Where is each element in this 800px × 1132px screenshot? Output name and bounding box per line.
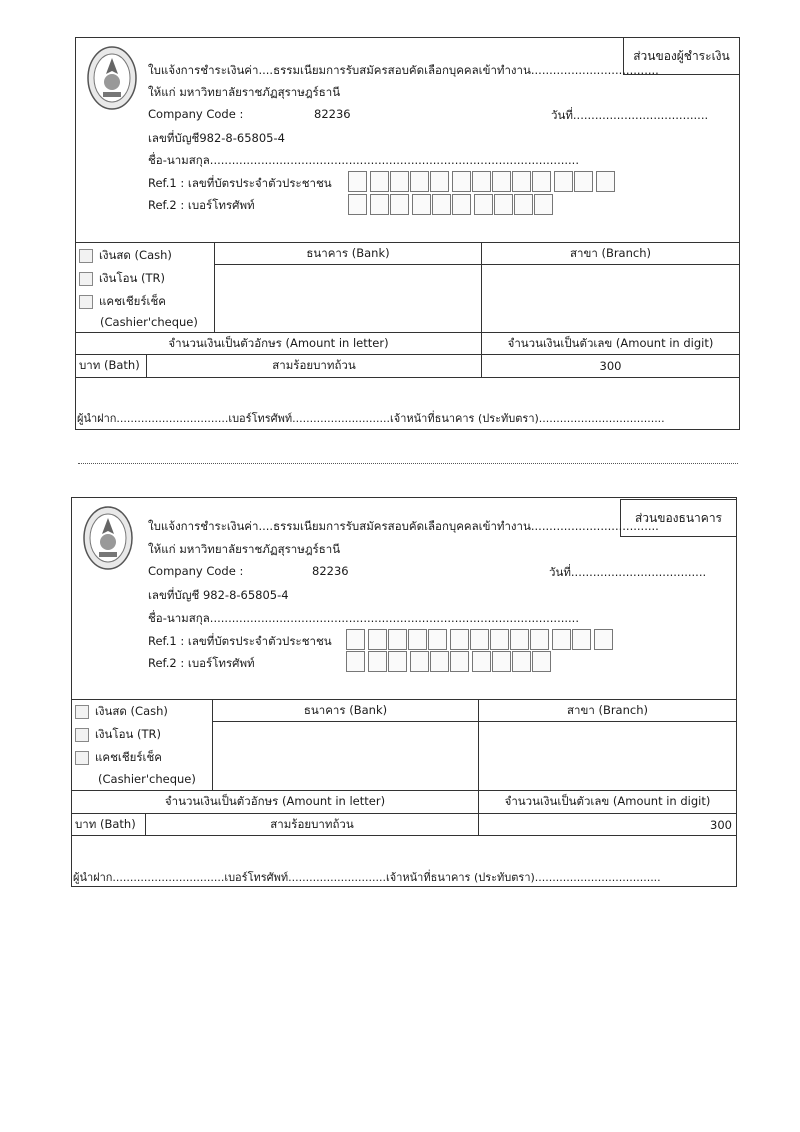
- phone-digit-box[interactable]: [534, 194, 553, 215]
- pay-option-transfer[interactable]: เงินโอน (TR): [79, 270, 165, 288]
- id-card-boxes[interactable]: [346, 629, 614, 650]
- depositor-footer: ผู้นำฝาก................................เบอร์โทรศัพท์............................เจ้าหน้าที่ธนาคาร (ประทับตรา)....................................: [73, 871, 661, 884]
- checkbox-icon[interactable]: [75, 728, 89, 742]
- pay-option-cashier-cheque[interactable]: แคชเชียร์เช็ค: [79, 293, 166, 311]
- checkbox-icon[interactable]: [79, 249, 93, 263]
- phone-boxes[interactable]: [348, 194, 554, 215]
- id-digit-box[interactable]: [490, 629, 509, 650]
- id-digit-box[interactable]: [452, 171, 471, 192]
- phone-digit-box[interactable]: [370, 194, 389, 215]
- payee-name: ให้แก่ มหาวิทยาลัยราชภัฏสุราษฎร์ธานี: [148, 542, 341, 556]
- branch-header: สาขา (Branch): [481, 242, 740, 265]
- ref1-label: Ref.1 : เลขที่บัตรประจำตัวประชาชน: [148, 176, 332, 190]
- pay-option-cash[interactable]: เงินสด (Cash): [75, 703, 168, 721]
- id-digit-box[interactable]: [472, 171, 491, 192]
- amount-digit-header: จำนวนเงินเป็นตัวเลข (Amount in digit): [481, 332, 740, 355]
- amount-letter-value: สามร้อยบาทถ้วน: [145, 813, 479, 836]
- bank-slip: [71, 497, 737, 887]
- depositor-footer: ผู้นำฝาก................................เบอร์โทรศัพท์............................เจ้าหน้าที่ธนาคาร (ประทับตรา)....................................: [77, 412, 665, 425]
- pay-option-transfer[interactable]: เงินโอน (TR): [75, 726, 161, 744]
- bank-header: ธนาคาร (Bank): [212, 699, 479, 722]
- id-digit-box[interactable]: [408, 629, 427, 650]
- id-digit-box[interactable]: [512, 171, 531, 192]
- university-seal-logo: [86, 44, 138, 112]
- phone-digit-box[interactable]: [474, 194, 493, 215]
- payer-slip: [75, 37, 740, 430]
- id-digit-box[interactable]: [530, 629, 549, 650]
- id-digit-box[interactable]: [532, 171, 551, 192]
- id-digit-box[interactable]: [410, 171, 429, 192]
- currency-label: บาท (Bath): [75, 354, 147, 378]
- branch-input[interactable]: [478, 721, 737, 791]
- checkbox-icon[interactable]: [79, 272, 93, 286]
- phone-digit-box[interactable]: [492, 651, 511, 672]
- id-digit-box[interactable]: [552, 629, 571, 650]
- bank-input[interactable]: [212, 721, 479, 791]
- id-digit-box[interactable]: [390, 171, 409, 192]
- phone-digit-box[interactable]: [412, 194, 431, 215]
- amount-letter-header: จำนวนเงินเป็นตัวอักษร (Amount in letter): [75, 332, 482, 355]
- form-title: ใบแจ้งการชำระเงินค่า....ธรรมเนียมการรับสมัครสอบคัดเลือกบุคคลเข้าทำงาน...................................: [148, 63, 659, 77]
- phone-digit-box[interactable]: [432, 194, 451, 215]
- ref2-label: Ref.2 : เบอร์โทรศัพท์: [148, 198, 255, 212]
- id-digit-box[interactable]: [596, 171, 615, 192]
- name-field[interactable]: ชื่อ-นามสกุล.....................................................................................................: [148, 611, 579, 625]
- id-digit-box[interactable]: [510, 629, 529, 650]
- part-label: ส่วนของธนาคาร: [620, 499, 737, 537]
- amount-digit-value: 300: [478, 813, 737, 836]
- phone-digit-box[interactable]: [388, 651, 407, 672]
- id-digit-box[interactable]: [574, 171, 593, 192]
- form-title: ใบแจ้งการชำระเงินค่า....ธรรมเนียมการรับสมัครสอบคัดเลือกบุคคลเข้าทำงาน...................................: [148, 519, 659, 533]
- payee-name: ให้แก่ มหาวิทยาลัยราชภัฏสุราษฎร์ธานี: [148, 85, 341, 99]
- id-digit-box[interactable]: [348, 171, 367, 192]
- phone-digit-box[interactable]: [390, 194, 409, 215]
- pay-option-cashier-cheque[interactable]: แคชเชียร์เช็ค: [75, 749, 162, 767]
- name-field[interactable]: ชื่อ-นามสกุล.....................................................................................................: [148, 153, 579, 167]
- checkbox-icon[interactable]: [79, 295, 93, 309]
- ref2-label: Ref.2 : เบอร์โทรศัพท์: [148, 656, 255, 670]
- amount-letter-header: จำนวนเงินเป็นตัวอักษร (Amount in letter): [71, 790, 479, 814]
- id-digit-box[interactable]: [388, 629, 407, 650]
- id-digit-box[interactable]: [346, 629, 365, 650]
- company-code-value: 82236: [312, 564, 349, 578]
- phone-digit-box[interactable]: [532, 651, 551, 672]
- phone-digit-box[interactable]: [348, 194, 367, 215]
- company-code-label: Company Code :: [148, 107, 244, 121]
- company-code-label: Company Code :: [148, 564, 244, 578]
- phone-boxes[interactable]: [346, 651, 552, 672]
- part-label: ส่วนของผู้ชำระเงิน: [623, 37, 740, 75]
- ref1-label: Ref.1 : เลขที่บัตรประจำตัวประชาชน: [148, 634, 332, 648]
- amount-digit-value: 300: [481, 354, 740, 378]
- date-field[interactable]: วันที่.....................................: [549, 565, 707, 579]
- id-digit-box[interactable]: [554, 171, 573, 192]
- id-digit-box[interactable]: [430, 171, 449, 192]
- phone-digit-box[interactable]: [472, 651, 491, 672]
- id-digit-box[interactable]: [368, 629, 387, 650]
- company-code-value: 82236: [314, 107, 351, 121]
- date-field[interactable]: วันที่.....................................: [551, 108, 709, 122]
- account-number: เลขที่บัญชี982-8-65805-4: [148, 131, 285, 145]
- checkbox-icon[interactable]: [75, 705, 89, 719]
- cut-line: [78, 463, 738, 464]
- phone-digit-box[interactable]: [512, 651, 531, 672]
- id-digit-box[interactable]: [470, 629, 489, 650]
- phone-digit-box[interactable]: [494, 194, 513, 215]
- phone-digit-box[interactable]: [450, 651, 469, 672]
- id-card-boxes[interactable]: [348, 171, 616, 192]
- branch-header: สาขา (Branch): [478, 699, 737, 722]
- checkbox-icon[interactable]: [75, 751, 89, 765]
- phone-digit-box[interactable]: [368, 651, 387, 672]
- id-digit-box[interactable]: [428, 629, 447, 650]
- phone-digit-box[interactable]: [430, 651, 449, 672]
- amount-digit-header: จำนวนเงินเป็นตัวเลข (Amount in digit): [478, 790, 737, 814]
- currency-label: บาท (Bath): [71, 813, 146, 836]
- phone-digit-box[interactable]: [514, 194, 533, 215]
- amount-letter-value: สามร้อยบาทถ้วน: [146, 354, 482, 378]
- branch-input[interactable]: [481, 264, 740, 333]
- phone-digit-box[interactable]: [410, 651, 429, 672]
- id-digit-box[interactable]: [594, 629, 613, 650]
- id-digit-box[interactable]: [492, 171, 511, 192]
- cashier-cheque-sub: (Cashier'cheque): [100, 315, 198, 329]
- cashier-cheque-sub: (Cashier'cheque): [98, 772, 196, 786]
- bank-header: ธนาคาร (Bank): [214, 242, 482, 265]
- id-digit-box[interactable]: [450, 629, 469, 650]
- id-digit-box[interactable]: [572, 629, 591, 650]
- account-number: เลขที่บัญชี 982-8-65805-4: [148, 588, 289, 602]
- phone-digit-box[interactable]: [346, 651, 365, 672]
- pay-option-cash[interactable]: เงินสด (Cash): [79, 247, 172, 265]
- bank-input[interactable]: [214, 264, 482, 333]
- phone-digit-box[interactable]: [452, 194, 471, 215]
- university-seal-logo: [82, 504, 134, 572]
- id-digit-box[interactable]: [370, 171, 389, 192]
